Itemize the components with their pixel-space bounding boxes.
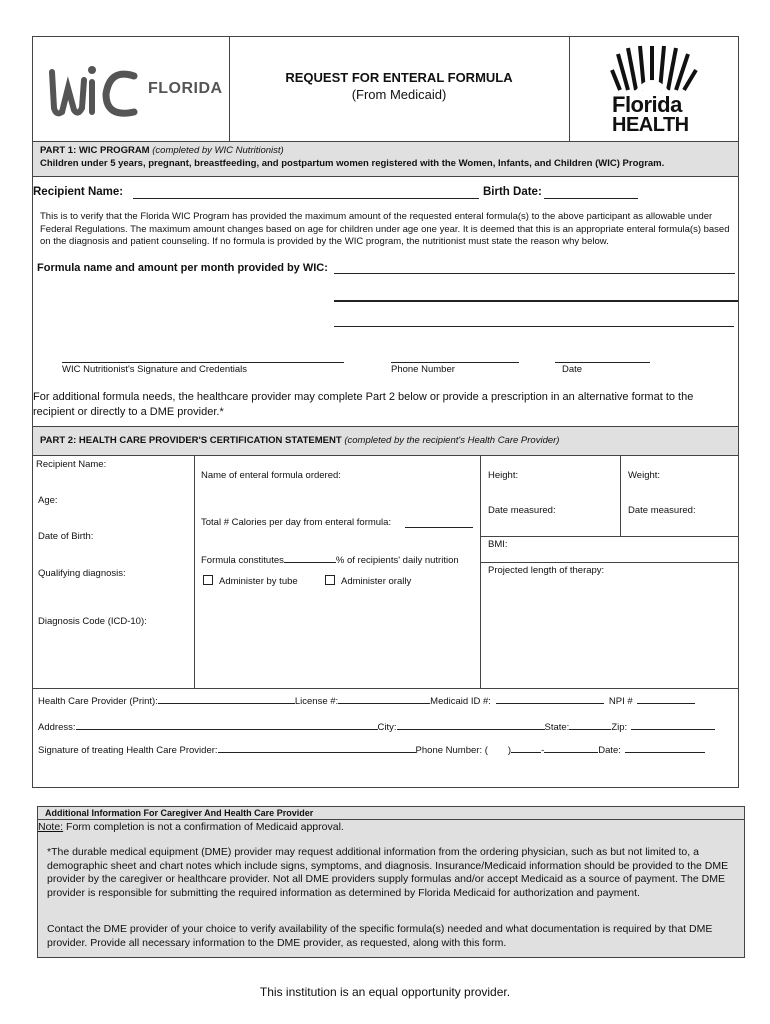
florida-health-logo (610, 44, 700, 138)
p2-height: Height: (488, 470, 519, 481)
part2-heading-note: (completed by the recipient's Health Care Provider) (344, 435, 560, 446)
p2-dx-code: Diagnosis Code (ICD-10): (38, 616, 147, 627)
provider-print-line[interactable] (158, 694, 295, 704)
wic-logo-text: FLORIDA (148, 80, 223, 97)
phone-dash: - (541, 745, 545, 756)
nutritionist-date-line[interactable] (555, 362, 650, 363)
p2-formula-constitutes-a: Formula constitutes (201, 555, 284, 566)
grid-row-bmi-top (480, 536, 739, 537)
additional-para-2: Contact the DME provider of your choice to verify availability of the specific formula(s) needed and what documentation is required by that DME provider. Provide all necessary information to the DME provider, as requested, along with this form. (47, 923, 713, 949)
additional-note (38, 821, 344, 833)
provider-row-3 (38, 743, 705, 756)
nutritionist-phone-line[interactable] (391, 362, 519, 363)
p2-age: Age: (38, 495, 58, 506)
formula-line-2[interactable] (334, 300, 738, 302)
part1-heading (40, 145, 284, 156)
city-line[interactable] (397, 720, 545, 730)
p2-dob: Date of Birth: (38, 531, 94, 542)
additional-formula-text: For additional formula needs, the healthcare provider may complete Part 2 below or provide a prescription in an alternative format to the recipient or directly to a DME provider.* (33, 391, 694, 418)
part2-heading (40, 435, 559, 446)
nutritionist-signature-line[interactable] (62, 362, 344, 363)
grid-bottom (32, 688, 739, 689)
state-line[interactable] (569, 720, 611, 730)
p2-total-calories: Total # Calories per day from enteral formula: (201, 517, 392, 528)
phone-line-b[interactable] (544, 743, 598, 753)
nutritionist-date-label: Date (562, 364, 583, 375)
part2-band-bottom (32, 455, 739, 456)
grid-col-3 (620, 456, 621, 536)
license-line[interactable] (338, 694, 430, 704)
medicaid-id-label: Medicaid ID #: (430, 696, 491, 707)
phone-label: Phone Number: ( (415, 745, 488, 756)
zip-label: Zip: (611, 722, 628, 733)
p2-formula-ordered: Name of enteral formula ordered: (201, 470, 341, 481)
p2-formula-constitutes-b: % of recipients' daily nutrition (335, 555, 459, 566)
part1-subheading: Children under 5 years, pregnant, breastfeeding, and postpartum women registered with the Women, Infants, and Children (WIC) Program. (40, 158, 665, 169)
equal-opportunity-statement: This institution is an equal opportunity provider. (259, 985, 511, 999)
date-label: Date: (598, 745, 621, 756)
p2-admin-oral[interactable] (325, 575, 411, 587)
p2-total-calories-line[interactable] (405, 527, 473, 528)
nutritionist-phone-label: Phone Number (391, 364, 455, 375)
city-label: City: (377, 722, 397, 733)
grid-col-1 (194, 456, 195, 688)
p2-weight: Weight: (628, 470, 661, 481)
note-text: Form completion is not a confirmation of Medicaid approval. (66, 821, 344, 833)
phone-line-a[interactable] (511, 743, 541, 753)
signature-line[interactable] (218, 743, 416, 753)
p2-qualifying-dx: Qualifying diagnosis: (38, 568, 126, 579)
admin-tube-checkbox[interactable] (203, 575, 213, 585)
formula-line-3[interactable] (334, 326, 734, 327)
address-line[interactable] (76, 720, 378, 730)
p2-bmi: BMI: (488, 539, 508, 550)
admin-oral-label: Administer orally (341, 576, 412, 587)
provider-row-1 (38, 694, 695, 707)
phone-paren: ) (507, 745, 512, 756)
admin-tube-label: Administer by tube (219, 576, 298, 587)
part2-heading-text: PART 2: HEALTH CARE PROVIDER'S CERTIFICATION STATEMENT (40, 435, 342, 446)
recipient-name-line[interactable] (133, 198, 479, 199)
license-label: License #: (294, 696, 339, 707)
signature-label: Signature of treating Health Care Provider: (38, 745, 218, 756)
additional-para-1: *The durable medical equipment (DME) provider may request additional information from the ordering physician, such as but not limited to, a demographic sheet and chart notes which include signs, symptoms, and diagnosis. Insurance/Medicaid information should be provided to the DME provider by the caregiver or healthcare provider. Not all DME providers supply formulas and/or accept Medicaid as a source of payment. The DME provider is responsible for submitting the required information as determined by Florida Medicaid for authorization and payment. (47, 846, 729, 899)
part1-band-rule (32, 176, 739, 177)
address-label: Address: (38, 722, 76, 733)
p2-projected: Projected length of therapy: (488, 565, 605, 576)
npi-line[interactable] (637, 694, 695, 704)
p2-admin-tube[interactable] (203, 575, 298, 587)
p2-date-measured-2: Date measured: (628, 505, 696, 516)
form-title: REQUEST FOR ENTERAL FORMULA (285, 70, 513, 85)
grid-row-bmi-bottom (480, 562, 739, 563)
sunburst-icon (610, 44, 700, 92)
note-label: Note: (38, 821, 64, 833)
form-subtitle: (From Medicaid) (351, 87, 447, 102)
p2-date-measured-1: Date measured: (488, 505, 556, 516)
recipient-name-label: Recipient Name: (33, 186, 124, 198)
fl-logo-line2: HEALTH (612, 114, 689, 136)
state-label: State: (544, 722, 570, 733)
p2-recipient-name: Recipient Name: (36, 459, 107, 470)
npi-label: NPI # (608, 696, 633, 707)
birth-date-label: Birth Date: (483, 186, 542, 198)
provider-print-label: Health Care Provider (Print): (38, 696, 158, 707)
header-divider-right (569, 36, 570, 141)
additional-heading-rule (37, 819, 745, 820)
additional-heading: Additional Information For Caregiver And Health Care Provider (45, 808, 314, 818)
p2-formula-constitutes (201, 553, 459, 566)
part1-heading-text: PART 1: WIC PROGRAM (40, 145, 150, 156)
grid-col-2 (480, 456, 481, 688)
fl-logo-line1: Florida (612, 92, 682, 117)
birth-date-line[interactable] (544, 198, 638, 199)
medicaid-id-line[interactable] (496, 694, 604, 704)
date-line[interactable] (625, 743, 705, 753)
formula-line-1[interactable] (334, 273, 735, 274)
verify-paragraph: This is to verify that the Florida WIC Program has provided the maximum amount of the requested enteral formula(s) to the above participant as allowable under Federal Regulations. The maximum amount changes based on age for children under age one year. It is deemed that this is an appropriate enteral formula(s) based on the diagnosis and patient counseling. If no formula is provided by the WIC program, the nutritionist must state the reason why below. (40, 211, 730, 247)
zip-line[interactable] (631, 720, 715, 730)
formula-label: Formula name and amount per month provided by WIC: (37, 262, 328, 274)
part1-heading-note: (completed by WIC Nutritionist) (152, 145, 284, 156)
wic-logo (48, 60, 223, 122)
admin-oral-checkbox[interactable] (325, 575, 335, 585)
p2-percent-blank[interactable] (284, 553, 336, 563)
provider-row-2 (38, 720, 715, 733)
nutritionist-signature-label: WIC Nutritionist's Signature and Credentials (62, 364, 248, 375)
